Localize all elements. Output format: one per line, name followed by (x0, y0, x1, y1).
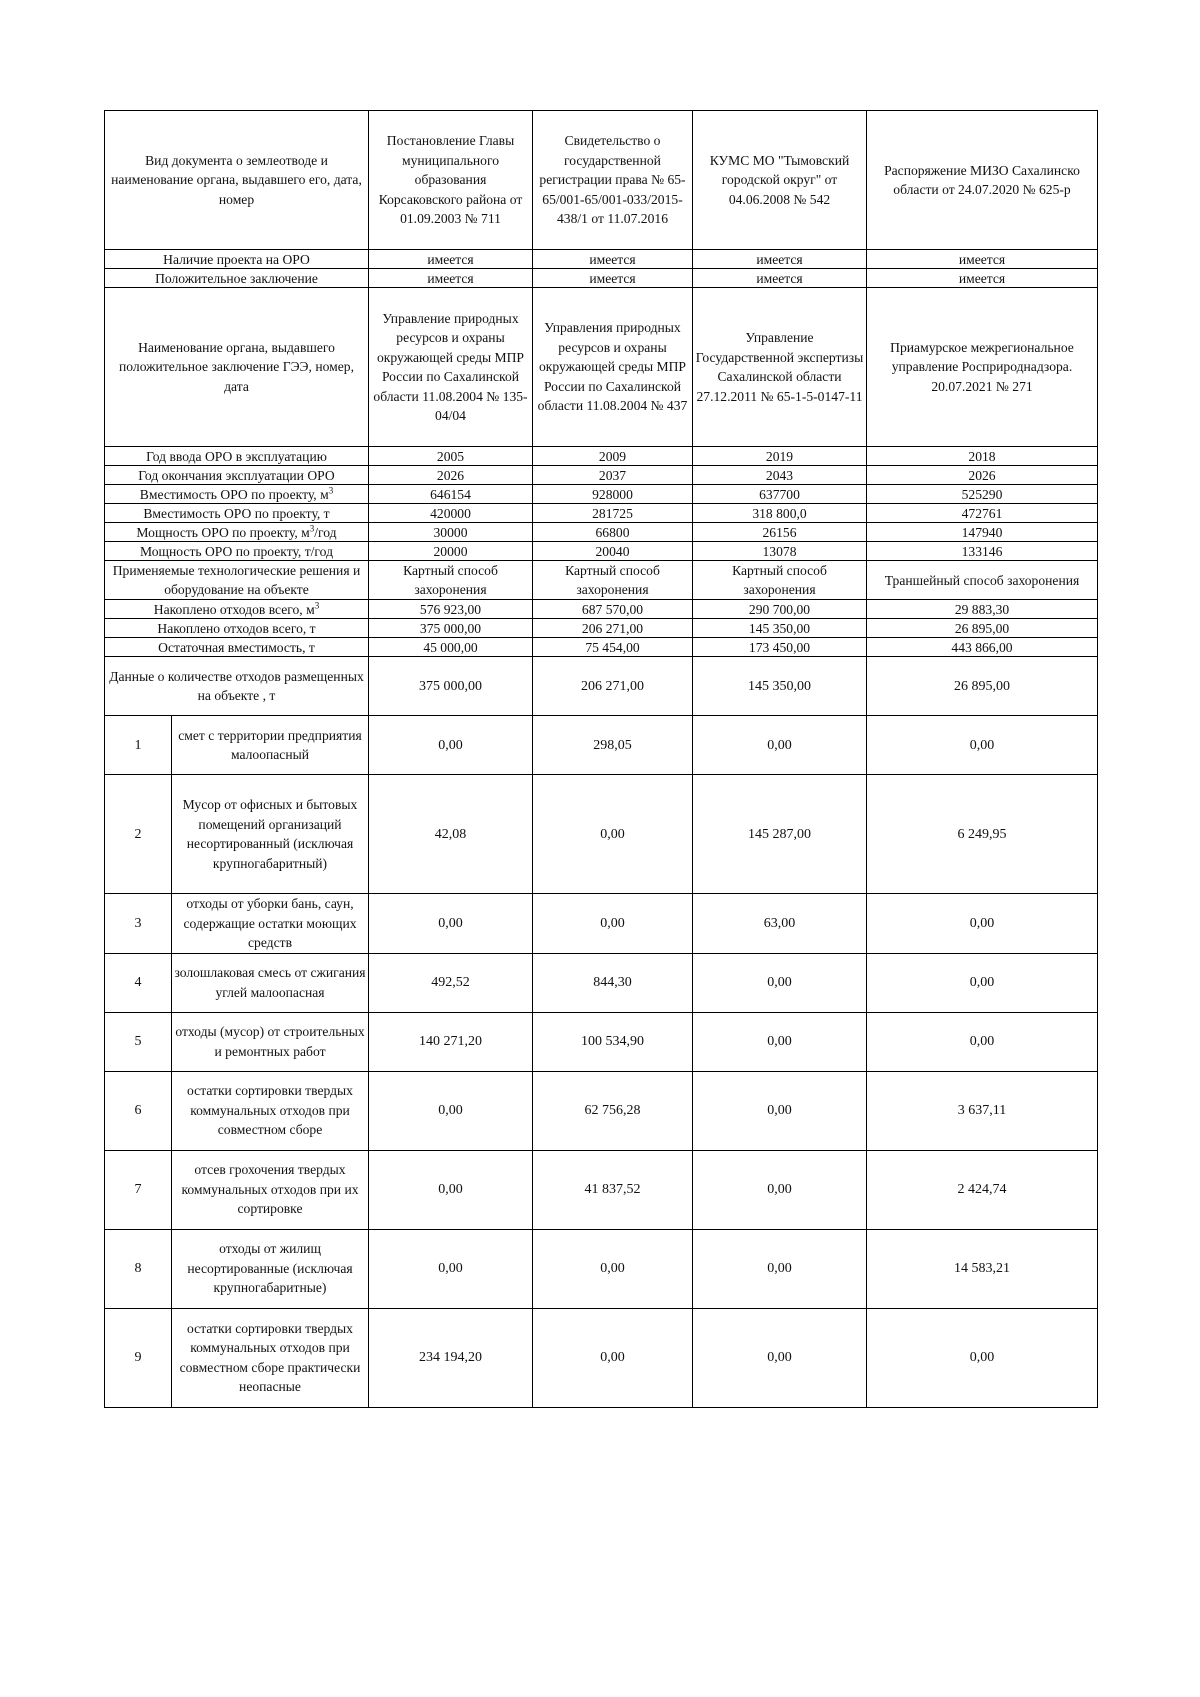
waste-value: 145 287,00 (693, 775, 867, 894)
waste-row-number: 5 (105, 1012, 172, 1071)
acc-m3-col-2: 687 570,00 (533, 600, 693, 619)
label-acc-m3-text: Накоплено отходов всего, м (153, 601, 315, 617)
row-power-t (105, 542, 1098, 561)
waste-value: 0,00 (693, 1012, 867, 1071)
waste-value: 0,00 (369, 716, 533, 775)
label-positive: Положительное заключение (105, 269, 369, 288)
waste-value: 14 583,21 (867, 1229, 1098, 1308)
year-end-col-4: 2026 (867, 466, 1098, 485)
label-power-m3-text: Мощность ОРО по проекту, м (136, 524, 310, 540)
placed-col-4: 26 895,00 (867, 657, 1098, 716)
power-m3-col-1: 30000 (369, 523, 533, 542)
acc-t-col-3: 145 350,00 (693, 619, 867, 638)
waste-value: 2 424,74 (867, 1150, 1098, 1229)
label-power-m3 (105, 523, 369, 542)
tech-col-1: Картный способ захоронения (369, 561, 533, 600)
label-project: Наличие проекта на ОРО (105, 250, 369, 269)
row-positive (105, 269, 1098, 288)
year-start-col-4: 2018 (867, 447, 1098, 466)
positive-col-1: имеется (369, 269, 533, 288)
placed-col-1: 375 000,00 (369, 657, 533, 716)
row-tech (105, 561, 1098, 600)
waste-row-number: 3 (105, 894, 172, 954)
power-t-col-1: 20000 (369, 542, 533, 561)
waste-row (105, 1229, 1098, 1308)
waste-row-name: смет с территории предприятия малоопасный (172, 716, 369, 775)
project-col-2: имеется (533, 250, 693, 269)
waste-value: 100 534,90 (533, 1012, 693, 1071)
label-power-m3-sup: 3 (309, 522, 315, 533)
power-m3-col-4: 147940 (867, 523, 1098, 542)
year-start-col-1: 2005 (369, 447, 533, 466)
waste-value: 0,00 (369, 1071, 533, 1150)
acc-t-col-1: 375 000,00 (369, 619, 533, 638)
waste-value: 0,00 (693, 1150, 867, 1229)
doc-col-2: Свидетельство о государственной регистрации права № 65-65/001-65/001-033/2015-438/1 от 11.07.2016 (533, 111, 693, 250)
cap-m3-col-3: 637700 (693, 485, 867, 504)
waste-row-name: остатки сортировки твердых коммунальных отходов при совместном сборе (172, 1071, 369, 1150)
project-col-4: имеется (867, 250, 1098, 269)
waste-value: 0,00 (693, 1229, 867, 1308)
cap-t-col-2: 281725 (533, 504, 693, 523)
waste-row-number: 9 (105, 1308, 172, 1407)
row-placed (105, 657, 1098, 716)
waste-value: 234 194,20 (369, 1308, 533, 1407)
tech-col-4: Траншейный способ захоронения (867, 561, 1098, 600)
project-col-3: имеется (693, 250, 867, 269)
org-col-1: Управление природных ресурсов и охраны окружающей среды МПР России по Сахалинской области 11.08.2004 № 135-04/04 (369, 288, 533, 447)
waste-row-name: отходы (мусор) от строительных и ремонтных работ (172, 1012, 369, 1071)
waste-value: 0,00 (867, 716, 1098, 775)
cap-t-col-3: 318 800,0 (693, 504, 867, 523)
row-project (105, 250, 1098, 269)
waste-value: 844,30 (533, 953, 693, 1012)
org-col-3: Управление Государственной экспертизы Сахалинской области 27.12.2011 № 65-1-5-0147-11 (693, 288, 867, 447)
row-acc-t (105, 619, 1098, 638)
row-org (105, 288, 1098, 447)
cap-m3-col-2: 928000 (533, 485, 693, 504)
waste-value: 0,00 (693, 716, 867, 775)
waste-row-name: Мусор от офисных и бытовых помещений организаций несортированный (исключая крупногабаритный) (172, 775, 369, 894)
placed-col-3: 145 350,00 (693, 657, 867, 716)
waste-value: 0,00 (693, 1308, 867, 1407)
waste-facility-table (104, 110, 1098, 1408)
project-col-1: имеется (369, 250, 533, 269)
org-col-4: Приамурское межрегиональное управление Росприроднадзора. 20.07.2021 № 271 (867, 288, 1098, 447)
doc-col-3: КУМС МО "Тымовский городской округ" от 04.06.2008 № 542 (693, 111, 867, 250)
waste-row (105, 1071, 1098, 1150)
waste-value: 63,00 (693, 894, 867, 954)
tech-col-3: Картный способ захоронения (693, 561, 867, 600)
waste-value: 0,00 (369, 1150, 533, 1229)
row-cap-m3 (105, 485, 1098, 504)
label-cap-t: Вместимость ОРО по проекту, т (105, 504, 369, 523)
row-year-end (105, 466, 1098, 485)
acc-t-col-4: 26 895,00 (867, 619, 1098, 638)
waste-value: 0,00 (533, 894, 693, 954)
label-year-start: Год ввода ОРО в эксплуатацию (105, 447, 369, 466)
year-start-col-2: 2009 (533, 447, 693, 466)
year-end-col-3: 2043 (693, 466, 867, 485)
power-t-col-4: 133146 (867, 542, 1098, 561)
waste-value: 6 249,95 (867, 775, 1098, 894)
power-t-col-3: 13078 (693, 542, 867, 561)
waste-row-name: золошлаковая смесь от сжигания углей малоопасная (172, 953, 369, 1012)
waste-row (105, 716, 1098, 775)
tech-col-2: Картный способ захоронения (533, 561, 693, 600)
waste-value: 0,00 (867, 953, 1098, 1012)
waste-value: 140 271,20 (369, 1012, 533, 1071)
label-acc-m3-sup: 3 (314, 599, 320, 610)
remain-col-3: 173 450,00 (693, 638, 867, 657)
positive-col-2: имеется (533, 269, 693, 288)
label-power-m3-unit: /год (314, 524, 337, 540)
row-year-start (105, 447, 1098, 466)
remain-col-4: 443 866,00 (867, 638, 1098, 657)
waste-value: 0,00 (867, 1308, 1098, 1407)
row-document (105, 111, 1098, 250)
org-col-2: Управления природных ресурсов и охраны окружающей среды МПР России по Сахалинской области 11.08.2004 № 437 (533, 288, 693, 447)
doc-col-1: Постановление Главы муниципального образования Корсаковского района от 01.09.2003 № 711 (369, 111, 533, 250)
label-remain: Остаточная вместимость, т (105, 638, 369, 657)
waste-value: 3 637,11 (867, 1071, 1098, 1150)
waste-value: 41 837,52 (533, 1150, 693, 1229)
remain-col-1: 45 000,00 (369, 638, 533, 657)
label-cap-m3 (105, 485, 369, 504)
waste-row-number: 7 (105, 1150, 172, 1229)
waste-value: 62 756,28 (533, 1071, 693, 1150)
waste-value: 0,00 (533, 775, 693, 894)
acc-m3-col-1: 576 923,00 (369, 600, 533, 619)
cap-t-col-1: 420000 (369, 504, 533, 523)
waste-value: 0,00 (533, 1229, 693, 1308)
power-t-col-2: 20040 (533, 542, 693, 561)
waste-value: 0,00 (369, 894, 533, 954)
waste-row-name: остатки сортировки твердых коммунальных отходов при совместном сборе практически неопасные (172, 1308, 369, 1407)
waste-row-name: отходы от уборки бань, саун, содержащие остатки моющих средств (172, 894, 369, 954)
waste-value: 298,05 (533, 716, 693, 775)
label-year-end: Год окончания эксплуатации ОРО (105, 466, 369, 485)
label-placed: Данные о количестве отходов размещенных на объекте , т (105, 657, 369, 716)
waste-value: 0,00 (693, 1071, 867, 1150)
waste-row-number: 6 (105, 1071, 172, 1150)
label-tech: Применяемые технологические решения и оборудование на объекте (105, 561, 369, 600)
waste-row (105, 775, 1098, 894)
label-cap-m3-text: Вместимость ОРО по проекту, м (139, 486, 329, 502)
waste-value: 0,00 (867, 894, 1098, 954)
waste-row-name: отходы от жилищ несортированные (исключая крупногабаритные) (172, 1229, 369, 1308)
cap-m3-col-1: 646154 (369, 485, 533, 504)
waste-row (105, 1308, 1098, 1407)
waste-row-number: 1 (105, 716, 172, 775)
waste-row-name: отсев грохочения твердых коммунальных отходов при их сортировке (172, 1150, 369, 1229)
waste-value: 42,08 (369, 775, 533, 894)
waste-value: 0,00 (369, 1229, 533, 1308)
waste-row (105, 1012, 1098, 1071)
label-acc-m3 (105, 600, 369, 619)
acc-t-col-2: 206 271,00 (533, 619, 693, 638)
acc-m3-col-3: 290 700,00 (693, 600, 867, 619)
year-end-col-1: 2026 (369, 466, 533, 485)
row-acc-m3 (105, 600, 1098, 619)
doc-col-4: Распоряжение МИЗО Сахалинско области от 24.07.2020 № 625-р (867, 111, 1098, 250)
label-power-t: Мощность ОРО по проекту, т/год (105, 542, 369, 561)
placed-col-2: 206 271,00 (533, 657, 693, 716)
remain-col-2: 75 454,00 (533, 638, 693, 657)
label-cap-m3-sup: 3 (328, 484, 334, 495)
waste-row-number: 8 (105, 1229, 172, 1308)
waste-row (105, 1150, 1098, 1229)
waste-value: 0,00 (867, 1012, 1098, 1071)
waste-row-number: 4 (105, 953, 172, 1012)
row-remain (105, 638, 1098, 657)
waste-row (105, 953, 1098, 1012)
label-org: Наименование органа, выдавшего положительное заключение ГЭЭ, номер, дата (105, 288, 369, 447)
waste-row (105, 894, 1098, 954)
waste-value: 0,00 (533, 1308, 693, 1407)
year-start-col-3: 2019 (693, 447, 867, 466)
cap-t-col-4: 472761 (867, 504, 1098, 523)
positive-col-3: имеется (693, 269, 867, 288)
positive-col-4: имеется (867, 269, 1098, 288)
acc-m3-col-4: 29 883,30 (867, 600, 1098, 619)
year-end-col-2: 2037 (533, 466, 693, 485)
label-document: Вид документа о землеотводе и наименование органа, выдавшего его, дата, номер (105, 111, 369, 250)
row-cap-t (105, 504, 1098, 523)
waste-value: 0,00 (693, 953, 867, 1012)
cap-m3-col-4: 525290 (867, 485, 1098, 504)
waste-row-number: 2 (105, 775, 172, 894)
power-m3-col-2: 66800 (533, 523, 693, 542)
label-acc-t: Накоплено отходов всего, т (105, 619, 369, 638)
row-power-m3 (105, 523, 1098, 542)
waste-value: 492,52 (369, 953, 533, 1012)
power-m3-col-3: 26156 (693, 523, 867, 542)
